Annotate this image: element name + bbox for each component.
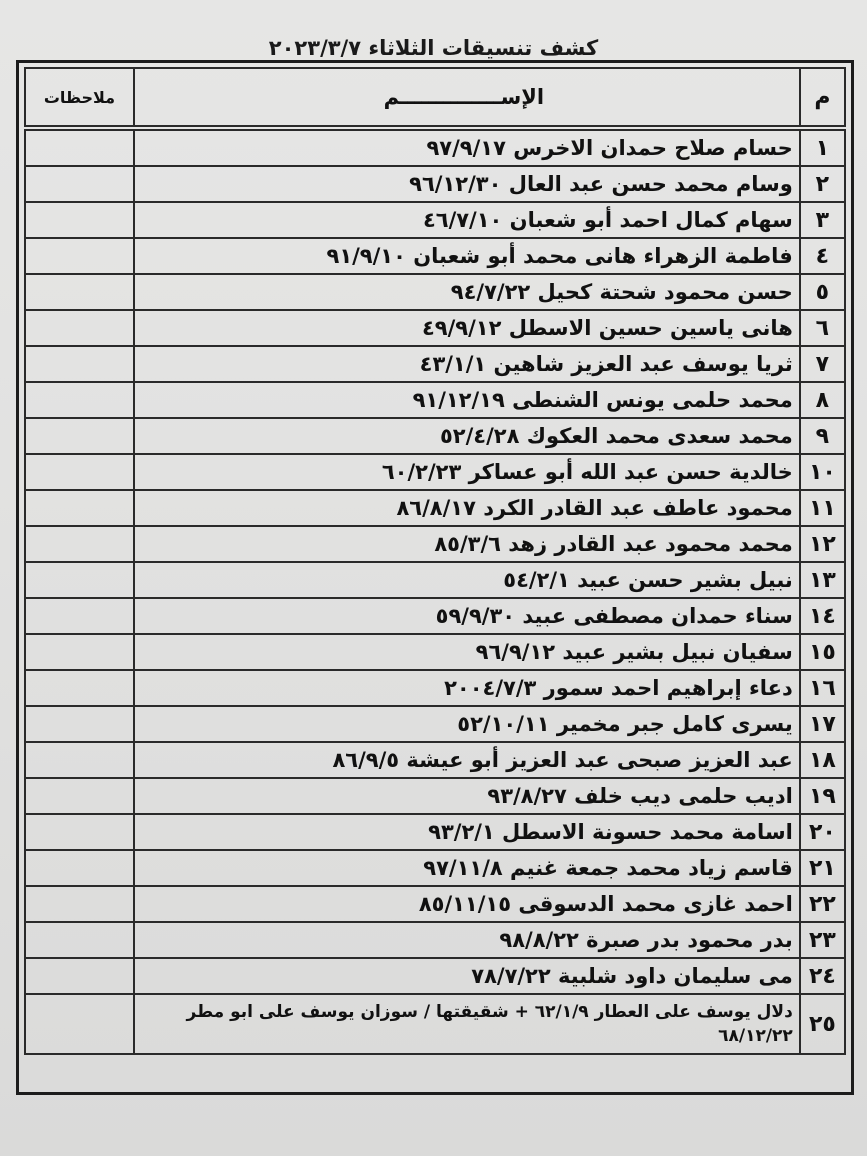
table-row <box>25 922 845 958</box>
row-notes <box>25 238 134 274</box>
row-number: ٢٢ <box>800 886 845 922</box>
row-number: ٢٠ <box>800 814 845 850</box>
row-name: ثريا يوسف عبد العزيز شاهين ٤٣/١/١ <box>134 346 800 382</box>
row-notes <box>25 166 134 202</box>
header-row <box>25 68 845 126</box>
row-name: اديب حلمى ديب خلف ٩٣/٨/٢٧ <box>134 778 800 814</box>
table-row <box>25 310 845 346</box>
table-row <box>25 382 845 418</box>
table-row <box>25 418 845 454</box>
row-number: ٩ <box>800 418 845 454</box>
row-number: ٢٤ <box>800 958 845 994</box>
row-number: ٢١ <box>800 850 845 886</box>
table-row <box>25 166 845 202</box>
table-row <box>25 346 845 382</box>
row-notes <box>25 454 134 490</box>
row-notes <box>25 274 134 310</box>
row-notes <box>25 418 134 454</box>
header-name: الإســــــــــــــم <box>134 68 800 126</box>
row-number: ٢ <box>800 166 845 202</box>
row-notes <box>25 202 134 238</box>
row-name: فاطمة الزهراء هانى محمد أبو شعبان ٩١/٩/١٠ <box>134 238 800 274</box>
table-row <box>25 526 845 562</box>
table-row <box>25 814 845 850</box>
row-notes <box>25 562 134 598</box>
row-notes <box>25 706 134 742</box>
row-name: سناء حمدان مصطفى عبيد ٥٩/٩/٣٠ <box>134 598 800 634</box>
row-notes <box>25 814 134 850</box>
row-name: نبيل بشير حسن عبيد ٥٤/٢/١ <box>134 562 800 598</box>
row-number: ٧ <box>800 346 845 382</box>
roster-table-frame <box>16 60 854 1095</box>
row-number: ٦ <box>800 310 845 346</box>
row-notes <box>25 382 134 418</box>
row-notes <box>25 670 134 706</box>
row-name: احمد غازى محمد الدسوقى ٨٥/١١/١٥ <box>134 886 800 922</box>
table-row <box>25 994 845 1054</box>
table-row <box>25 598 845 634</box>
row-notes <box>25 526 134 562</box>
table-row <box>25 202 845 238</box>
row-notes <box>25 958 134 994</box>
row-number: ٢٥ <box>800 994 845 1054</box>
row-number: ٣ <box>800 202 845 238</box>
row-name: سهام كمال احمد أبو شعبان ٤٦/٧/١٠ <box>134 202 800 238</box>
row-notes <box>25 994 134 1054</box>
row-name: هانى ياسين حسين الاسطل ٤٩/٩/١٢ <box>134 310 800 346</box>
row-number: ١٧ <box>800 706 845 742</box>
row-notes <box>25 742 134 778</box>
row-notes <box>25 922 134 958</box>
table-row <box>25 238 845 274</box>
row-notes <box>25 850 134 886</box>
row-name: خالدية حسن عبد الله أبو عساكر ٦٠/٢/٢٣ <box>134 454 800 490</box>
row-notes <box>25 778 134 814</box>
header-notes: ملاحظات <box>25 68 134 126</box>
row-name: قاسم زياد محمد جمعة غنيم ٩٧/١١/٨ <box>134 850 800 886</box>
row-name: يسرى كامل جبر مخمير ٥٢/١٠/١١ <box>134 706 800 742</box>
row-name: وسام محمد حسن عبد العال ٩٦/١٢/٣٠ <box>134 166 800 202</box>
row-name: حسن محمود شحتة كحيل ٩٤/٧/٢٢ <box>134 274 800 310</box>
row-notes <box>25 490 134 526</box>
row-notes <box>25 634 134 670</box>
row-number: ١٨ <box>800 742 845 778</box>
table-row <box>25 274 845 310</box>
table-row <box>25 490 845 526</box>
row-name: مى سليمان داود شلبية ٧٨/٧/٢٢ <box>134 958 800 994</box>
row-name: محمود عاطف عبد القادر الكرد ٨٦/٨/١٧ <box>134 490 800 526</box>
table-row <box>25 454 845 490</box>
row-name: عبد العزيز صبحى عبد العزيز أبو عيشة ٨٦/٩/٥ <box>134 742 800 778</box>
row-name: محمد محمود عبد القادر زهد ٨٥/٣/٦ <box>134 526 800 562</box>
table-row <box>25 562 845 598</box>
table-row <box>25 130 845 166</box>
table-row <box>25 706 845 742</box>
row-number: ١ <box>800 130 845 166</box>
row-number: ١٢ <box>800 526 845 562</box>
row-number: ٤ <box>800 238 845 274</box>
row-number: ١٦ <box>800 670 845 706</box>
table-row <box>25 958 845 994</box>
document-title: كشف تنسيقات الثلاثاء ٢٠٢٣/٣/٧ <box>268 36 599 60</box>
row-number: ١٥ <box>800 634 845 670</box>
row-notes <box>25 886 134 922</box>
row-number: ١٣ <box>800 562 845 598</box>
row-number: ١٩ <box>800 778 845 814</box>
row-notes <box>25 598 134 634</box>
row-name: محمد حلمى يونس الشنطى ٩١/١٢/١٩ <box>134 382 800 418</box>
roster-table <box>24 67 846 1055</box>
row-number: ١٤ <box>800 598 845 634</box>
header-number: م <box>800 68 845 126</box>
row-name: حسام صلاح حمدان الاخرس ٩٧/٩/١٧ <box>134 130 800 166</box>
row-number: ٢٣ <box>800 922 845 958</box>
row-number: ١١ <box>800 490 845 526</box>
table-row <box>25 742 845 778</box>
table-row <box>25 850 845 886</box>
table-row <box>25 886 845 922</box>
table-row <box>25 634 845 670</box>
row-notes <box>25 346 134 382</box>
row-number: ١٠ <box>800 454 845 490</box>
row-name: دعاء إبراهيم احمد سمور ٢٠٠٤/٧/٣ <box>134 670 800 706</box>
row-name: بدر محمود بدر صبرة ٩٨/٨/٢٢ <box>134 922 800 958</box>
row-name: اسامة محمد حسونة الاسطل ٩٣/٢/١ <box>134 814 800 850</box>
row-number: ٨ <box>800 382 845 418</box>
row-number: ٥ <box>800 274 845 310</box>
roster-rows <box>25 126 845 1054</box>
row-name: دلال يوسف على العطار ٦٢/١/٩ + شقيقتها / سوزان يوسف على ابو مطر ٦٨/١٢/٢٢ <box>134 994 800 1054</box>
row-notes <box>25 310 134 346</box>
row-name: محمد سعدى محمد العكوك ٥٢/٤/٢٨ <box>134 418 800 454</box>
row-name: سفيان نبيل بشير عبيد ٩٦/٩/١٢ <box>134 634 800 670</box>
table-row <box>25 778 845 814</box>
row-notes <box>25 130 134 166</box>
table-row <box>25 670 845 706</box>
